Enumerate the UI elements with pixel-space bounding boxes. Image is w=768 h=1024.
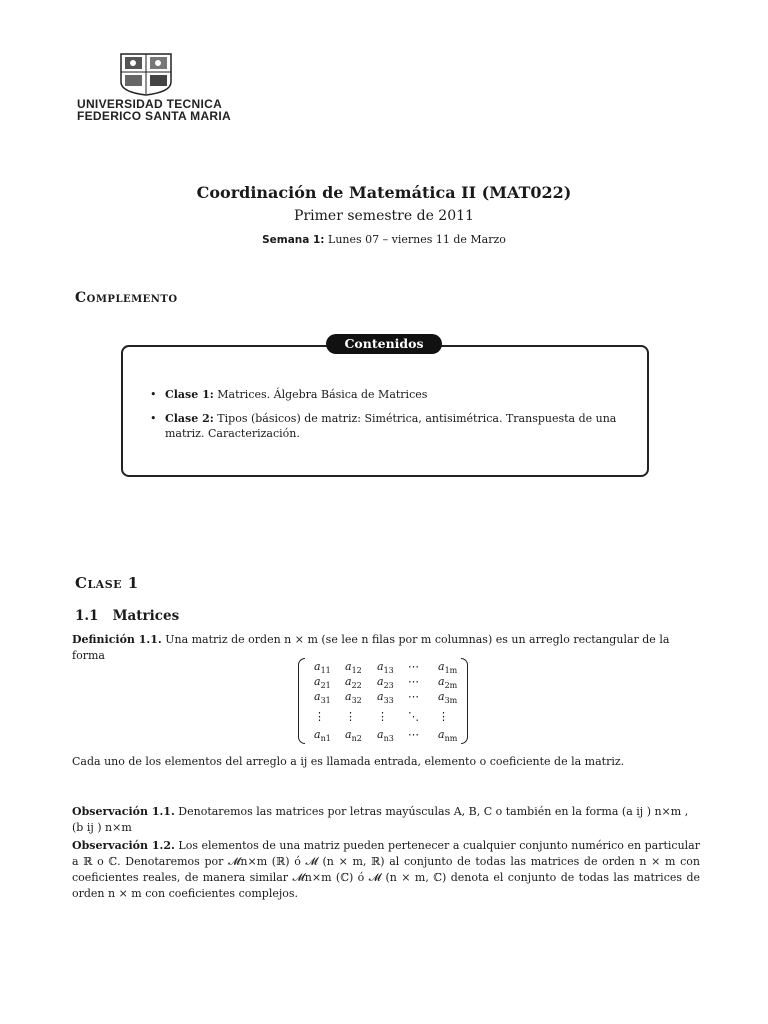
week-line: [0, 233, 768, 246]
matrix-cell: $a_{n1}$: [314, 728, 331, 744]
matrix-cell: $a_{12}$: [345, 660, 362, 676]
week-label: Semana 1:: [262, 234, 325, 246]
contents-item: • Clase 2: Tipos (básicos) de matriz: Simétrica, antisimétrica. Transpuesta de una matriz. Caracterización.: [150, 412, 617, 440]
matrix-cell: $a_{22}$: [345, 675, 362, 691]
matrix-cell: $a_{32}$: [345, 690, 362, 706]
matrix-display: [298, 656, 468, 746]
section-heading: 1.1 Matrices: [75, 608, 180, 624]
course-title: Coordinación de Matemática II (MAT022): [196, 183, 572, 202]
right-bracket: [461, 658, 468, 744]
matrix-cell: $a_{21}$: [314, 675, 331, 691]
matrix-cell: $a_{n3}$: [377, 728, 394, 744]
matrix-cell: ⋮: [345, 710, 356, 723]
matrix-cell: ⋯: [408, 675, 419, 688]
clase1-heading: Clase 1: [75, 574, 139, 592]
complemento-heading: Complemento: [75, 290, 178, 306]
matrix-cell: ⋱: [408, 710, 419, 723]
matrix-cell: $a_{3m}$: [438, 690, 458, 706]
matrix-cell: $a_{11}$: [314, 660, 331, 676]
observation-2: [72, 838, 700, 902]
matrix-cell: ⋯: [408, 660, 419, 673]
semester: Primer semestre de 2011: [294, 208, 474, 224]
left-bracket: [298, 658, 305, 744]
matrix-cell: ⋯: [408, 728, 419, 741]
definition-label: Definición 1.1.: [72, 633, 162, 646]
matrix-cell: $a_{2m}$: [438, 675, 458, 691]
matrix-cell: $a_{23}$: [377, 675, 394, 691]
entry-definition: Cada uno de los elementos del arreglo a ij es llamada entrada, elemento o coeficiente de la matriz.: [72, 755, 625, 768]
matrix-cell: $a_{nm}$: [438, 728, 458, 744]
matrix-cell: ⋮: [377, 710, 388, 723]
matrix-cell: $a_{1m}$: [438, 660, 458, 676]
week-dates: Lunes 07 – viernes 11 de Marzo: [328, 233, 506, 246]
observation-2-label: Observación 1.2.: [72, 839, 175, 852]
matrix-cell: $a_{13}$: [377, 660, 394, 676]
matrix-cell: $a_{31}$: [314, 690, 331, 706]
matrix-cell: $a_{33}$: [377, 690, 394, 706]
contents-item: • Clase 1: Matrices. Álgebra Básica de Matrices: [150, 388, 428, 401]
usm-coat-of-arms-icon: [117, 52, 175, 96]
matrix-cell: $a_{n2}$: [345, 728, 362, 744]
bullet-icon: •: [150, 412, 157, 425]
matrix-cell: ⋯: [408, 690, 419, 703]
observation-1-label: Observación 1.1.: [72, 805, 175, 818]
contents-title: Contenidos: [326, 334, 442, 354]
bullet-icon: •: [150, 388, 157, 401]
observation-2-text: Los elementos de una matriz pueden pertenecer a cualquier conjunto numérico en particular a ℝ o ℂ. Denotaremos por 𝓜n×m (ℝ) ó 𝓜 (n × m, ℝ) al conjunto de todas las matrices de orden n × m con coeficientes reales, de manera similar 𝓜n×m (ℂ) ó 𝓜 (n × m, ℂ) denota el conjunto de todas las matrices de orden n × m con coeficientes complejos.: [72, 839, 700, 900]
matrix-cell: ⋮: [438, 710, 449, 723]
definition-text: Una matriz de orden n × m (se lee n filas por m columnas) es un arreglo rectangular de la forma: [72, 633, 670, 662]
university-name: UNIVERSIDAD TECNICA FEDERICO SANTA MARIA: [77, 97, 231, 123]
observation-1: [72, 804, 700, 836]
observation-1-text: Denotaremos las matrices por letras mayúsculas A, B, C o también en la forma (a ij ) n×m , (b ij ) n×m: [72, 805, 689, 834]
matrix-cell: ⋮: [314, 710, 325, 723]
